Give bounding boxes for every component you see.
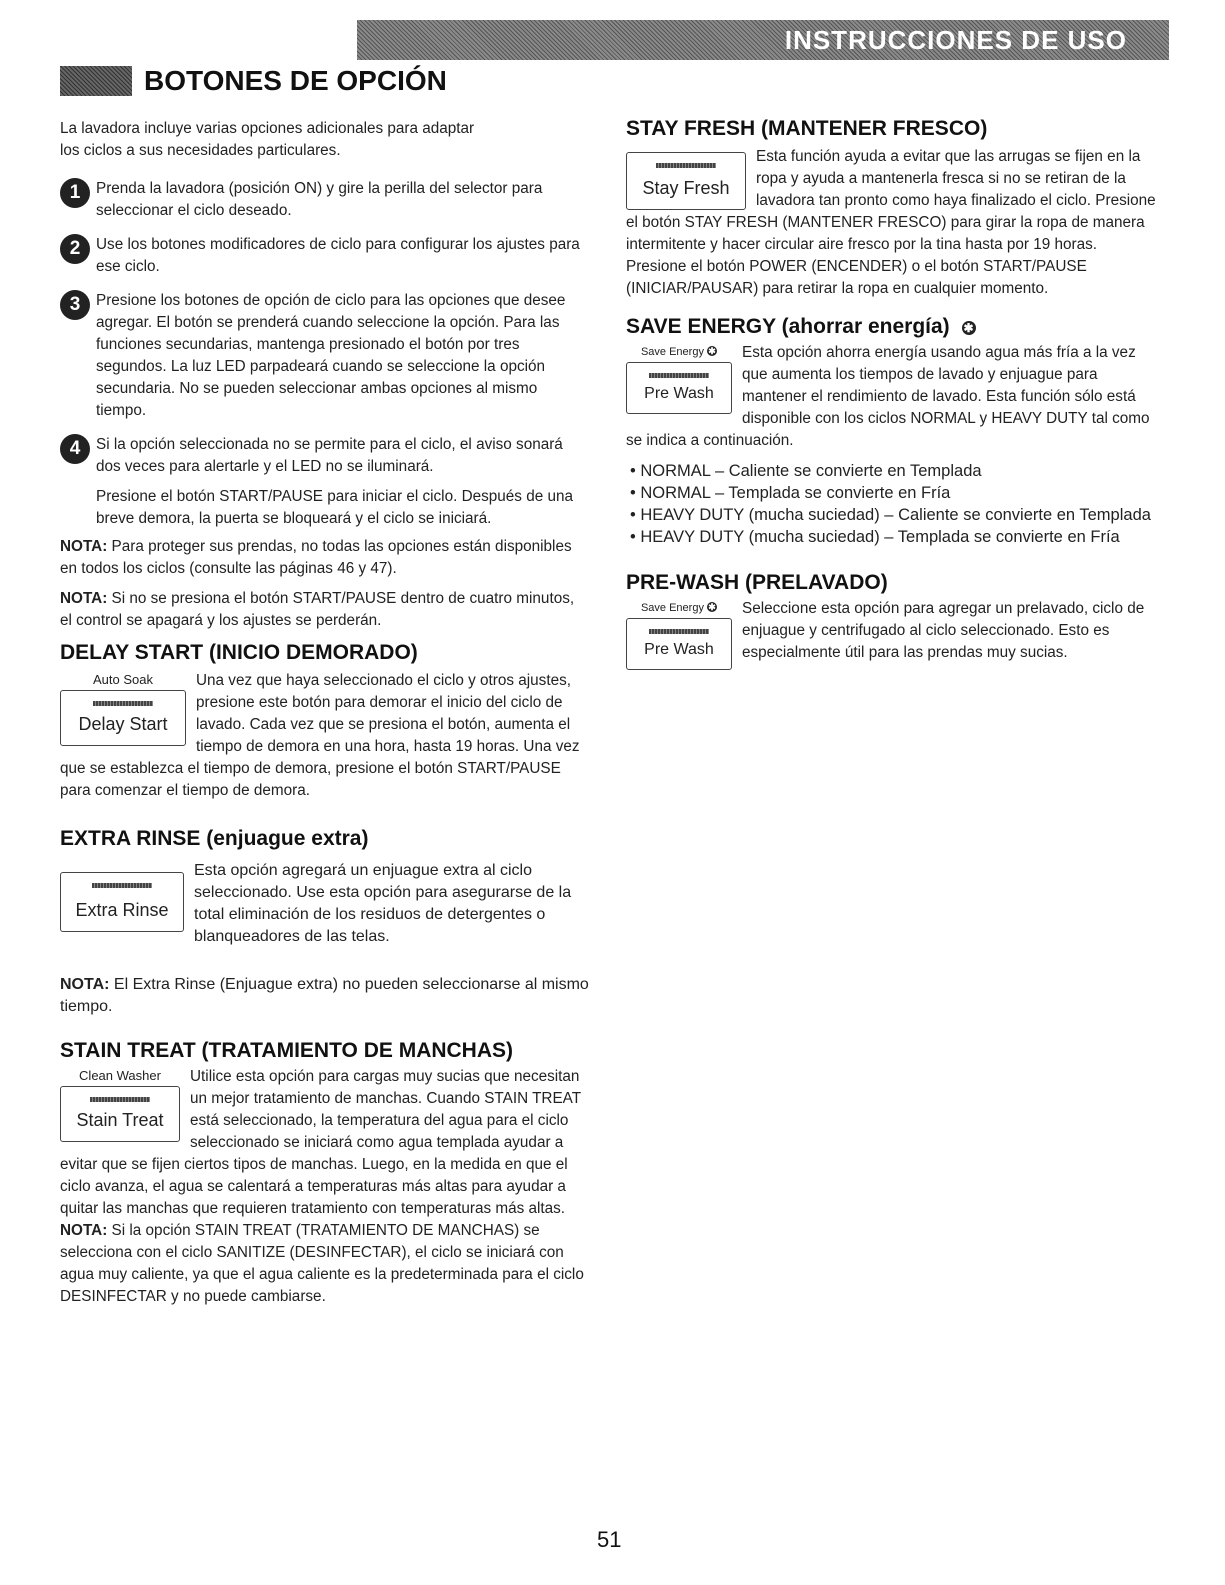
step-2 — [60, 234, 590, 278]
led-indicator — [649, 629, 709, 634]
extra-rinse-section — [60, 860, 590, 948]
led-indicator — [90, 1097, 150, 1102]
extra-rinse-nota-text: El Extra Rinse (Enjuague extra) no pueden seleccionarse al mismo tiempo. — [60, 976, 589, 1015]
stay-fresh-section — [626, 146, 1156, 300]
title-marker — [60, 66, 132, 96]
step-number-1: 1 — [60, 178, 90, 208]
save-energy-secondary-label — [626, 342, 732, 362]
secondary-function-icon: ✱ — [963, 321, 974, 335]
extra-rinse-button[interactable] — [60, 872, 184, 932]
left-column — [60, 118, 590, 1308]
nota-label: NOTA: — [60, 1222, 108, 1239]
step-3 — [60, 290, 590, 422]
extra-rinse-button-label: Extra Rinse — [75, 900, 169, 920]
page-title — [60, 64, 447, 98]
list-item-text: NORMAL – Caliente se convierte en Templada — [640, 462, 982, 480]
secondary-function-icon: ✱ — [708, 346, 716, 356]
secondary-function-icon: ✱ — [708, 602, 716, 612]
step-number-3: 3 — [60, 290, 90, 320]
stain-treat-button[interactable] — [60, 1086, 180, 1142]
save-energy-button-label: Pre Wash — [644, 385, 714, 402]
pre-wash-button[interactable] — [626, 618, 732, 670]
pre-wash-heading: PRE-WASH (PRELAVADO) — [626, 571, 888, 594]
save-energy-pre-wash-button[interactable] — [626, 362, 732, 414]
list-item: • NORMAL – Caliente se convierte en Templada — [630, 462, 982, 480]
delay-start-text: Una vez que haya seleccionado el ciclo y otros ajustes, presione este botón para demorar el inicio del ciclo de lavado. Cada vez que se presiona el botón, aumenta el tiempo de demora en una hora, hasta 19 horas. Una vez que se establezca el tiempo de demora, presione el botón START/PAUSE para comenzar el tiempo de demora. — [60, 672, 580, 799]
stain-treat-heading: STAIN TREAT (TRATAMIENTO DE MANCHAS) — [60, 1039, 514, 1062]
stain-treat-nota-text: Si la opción STAIN TREAT (TRATAMIENTO DE MANCHAS) se selecciona con el ciclo SANITIZE (DESINFECTAR), el ciclo se iniciará con agua muy caliente, ya que el agua caliente es la predeterminada para el ciclo DESINFECTAR y no puede cambiarse. — [60, 1222, 584, 1305]
delay-start-heading: DELAY START (INICIO DEMORADO) — [60, 641, 418, 664]
save-energy-heading-bold: SAVE ENERGY — [626, 315, 776, 338]
list-item: • HEAVY DUTY (mucha suciedad) – Templada se convierte en Fría — [630, 528, 1120, 546]
step-number-4: 4 — [60, 434, 90, 464]
stay-fresh-heading: STAY FRESH (MANTENER FRESCO) — [626, 117, 988, 140]
step-4 — [60, 434, 590, 478]
pre-wash-text: Seleccione esta opción para agregar un prelavado, ciclo de enjuague y centrifugado al ciclo seleccionado. Esto es especialmente útil para las prendas muy sucias. — [742, 600, 1145, 661]
nota-label: NOTA: — [60, 590, 108, 607]
pre-wash-secondary-label — [626, 598, 732, 618]
page-number: 51 — [597, 1527, 622, 1552]
after-steps-text: Presione el botón START/PAUSE para iniciar el ciclo. Después de una breve demora, la puerta se bloqueará y el ciclo se iniciará. — [96, 488, 573, 527]
list-item-text: HEAVY DUTY (mucha suciedad) – Templada se convierte en Fría — [640, 528, 1120, 546]
nota-1-text: Para proteger sus prendas, no todas las opciones están disponibles en todos los ciclos (consulte las páginas 46 y 47). — [60, 538, 572, 577]
stain-treat-text: Utilice esta opción para cargas muy sucias que necesitan un mejor tratamiento de manchas. Cuando STAIN TREAT está seleccionado, la temperatura del agua para el ciclo seleccionado se iniciará como agua templada ayudar a evitar que se fijen ciertos tipos de manchas. Luego, en la medida en que el ciclo avanza, el agua se calentará a temperaturas más altas para ayudar a quitar las manchas que requieren tratamiento con temperaturas más altas. — [60, 1068, 581, 1217]
nota-1 — [60, 536, 590, 580]
list-item-text: NORMAL – Templada se convierte en Fría — [640, 484, 951, 502]
stain-treat-section — [60, 1066, 590, 1220]
led-indicator — [656, 163, 716, 168]
stay-fresh-button[interactable] — [626, 152, 746, 210]
save-energy-heading — [626, 316, 1156, 338]
stain-treat-secondary-label: Clean Washer — [79, 1068, 161, 1083]
stain-treat-nota — [60, 1220, 590, 1308]
save-energy-control — [626, 342, 732, 414]
delay-start-button[interactable] — [60, 690, 186, 746]
extra-rinse-nota — [60, 974, 590, 1018]
nota-label: NOTA: — [60, 538, 108, 555]
extra-rinse-heading-bold: EXTRA RINSE — [60, 827, 201, 850]
save-energy-heading-rest: (ahorrar energía) — [775, 315, 950, 338]
save-energy-secondary-label-text: Save Energy — [640, 346, 704, 358]
delay-start-button-label: Delay Start — [78, 714, 168, 734]
pre-wash-button-label: Pre Wash — [644, 641, 714, 658]
extra-rinse-control — [60, 872, 184, 932]
delay-start-secondary-label: Auto Soak — [93, 672, 153, 687]
stay-fresh-control — [626, 152, 746, 210]
delay-start-section — [60, 670, 590, 802]
extra-rinse-text: Esta opción agregará un enjuague extra al ciclo seleccionado. Use esta opción para asegurarse de la total eliminación de los residuos de detergentes o blanqueadores de las telas. — [194, 862, 572, 945]
nota-label: NOTA: — [60, 976, 110, 993]
stay-fresh-button-label: Stay Fresh — [642, 178, 730, 198]
step-number-2: 2 — [60, 234, 90, 264]
section-header-text: INSTRUCCIONES DE USO — [784, 25, 1127, 55]
led-indicator — [93, 701, 153, 706]
list-item: • HEAVY DUTY (mucha suciedad) – Caliente se convierte en Templada — [630, 506, 1151, 524]
step-1 — [60, 178, 590, 222]
pre-wash-secondary-label-text: Save Energy — [640, 602, 704, 614]
step-text-2: Use los botones modificadores de ciclo para configurar los ajustes para ese ciclo. — [96, 236, 580, 275]
save-energy-section — [626, 342, 1156, 452]
list-item-text: HEAVY DUTY (mucha suciedad) – Caliente se convierte en Templada — [640, 506, 1151, 524]
pre-wash-control — [626, 598, 732, 670]
list-item: • NORMAL – Templada se convierte en Fría — [630, 484, 951, 502]
save-energy-list — [626, 460, 1156, 548]
pre-wash-section — [626, 598, 1156, 664]
right-column — [626, 118, 1156, 670]
step-text-3: Presione los botones de opción de ciclo para las opciones que desee agregar. El botón se prenderá cuando seleccione la opción. Para las funciones secundarias, mantenga presionado el botón por tres segundos. La luz LED parpadeará cuando se seleccione la opción secundaria. No se pueden seleccionar ambas opciones al mismo tiempo. — [96, 292, 566, 419]
nota-2 — [60, 588, 590, 632]
extra-rinse-heading — [60, 828, 590, 850]
extra-rinse-heading-rest: (enjuague extra) — [200, 827, 369, 850]
section-header-bar — [357, 20, 1169, 60]
page-title-text: BOTONES DE OPCIÓN — [144, 65, 447, 96]
step-text-4: Si la opción seleccionada no se permite para el ciclo, el aviso sonará dos veces para alertarle y el LED no se iluminará. — [96, 436, 563, 475]
step-text-1: Prenda la lavadora (posición ON) y gire la perilla del selector para seleccionar el ciclo deseado. — [96, 180, 543, 219]
save-energy-text: Esta opción ahorra energía usando agua más fría a la vez que aumenta los tiempos de lavado y enjuague para mantener el rendimiento de lavado. Esta función sólo está disponible con los ciclos NORMAL y HEAVY DUTY tal como se indica a continuación. — [626, 344, 1150, 449]
stain-treat-control — [60, 1066, 180, 1142]
delay-start-control — [60, 670, 186, 746]
led-indicator — [649, 373, 709, 378]
nota-2-text: Si no se presiona el botón START/PAUSE dentro de cuatro minutos, el control se apagará y los ajustes se perderán. — [60, 590, 575, 629]
stay-fresh-text: Esta función ayuda a evitar que las arrugas se fijen en la ropa y ayuda a mantenerla fresca si no se retiran de la lavadora tan pronto como haya finalizado el ciclo. Presione el botón STAY FRESH (MANTENER FRESCO) para girar la ropa de manera intermitente y hacer circular aire fresco por la tina hasta por 19 horas. Presione el botón POWER (ENCENDER) o el botón START/PAUSE (INICIAR/PAUSAR) para retirar la ropa en cualquier momento. — [626, 148, 1156, 297]
led-indicator — [92, 883, 152, 888]
intro-text: La lavadora incluye varias opciones adicionales para adaptar los ciclos a sus necesidades particulares. — [60, 120, 475, 159]
stain-treat-button-label: Stain Treat — [76, 1110, 164, 1130]
